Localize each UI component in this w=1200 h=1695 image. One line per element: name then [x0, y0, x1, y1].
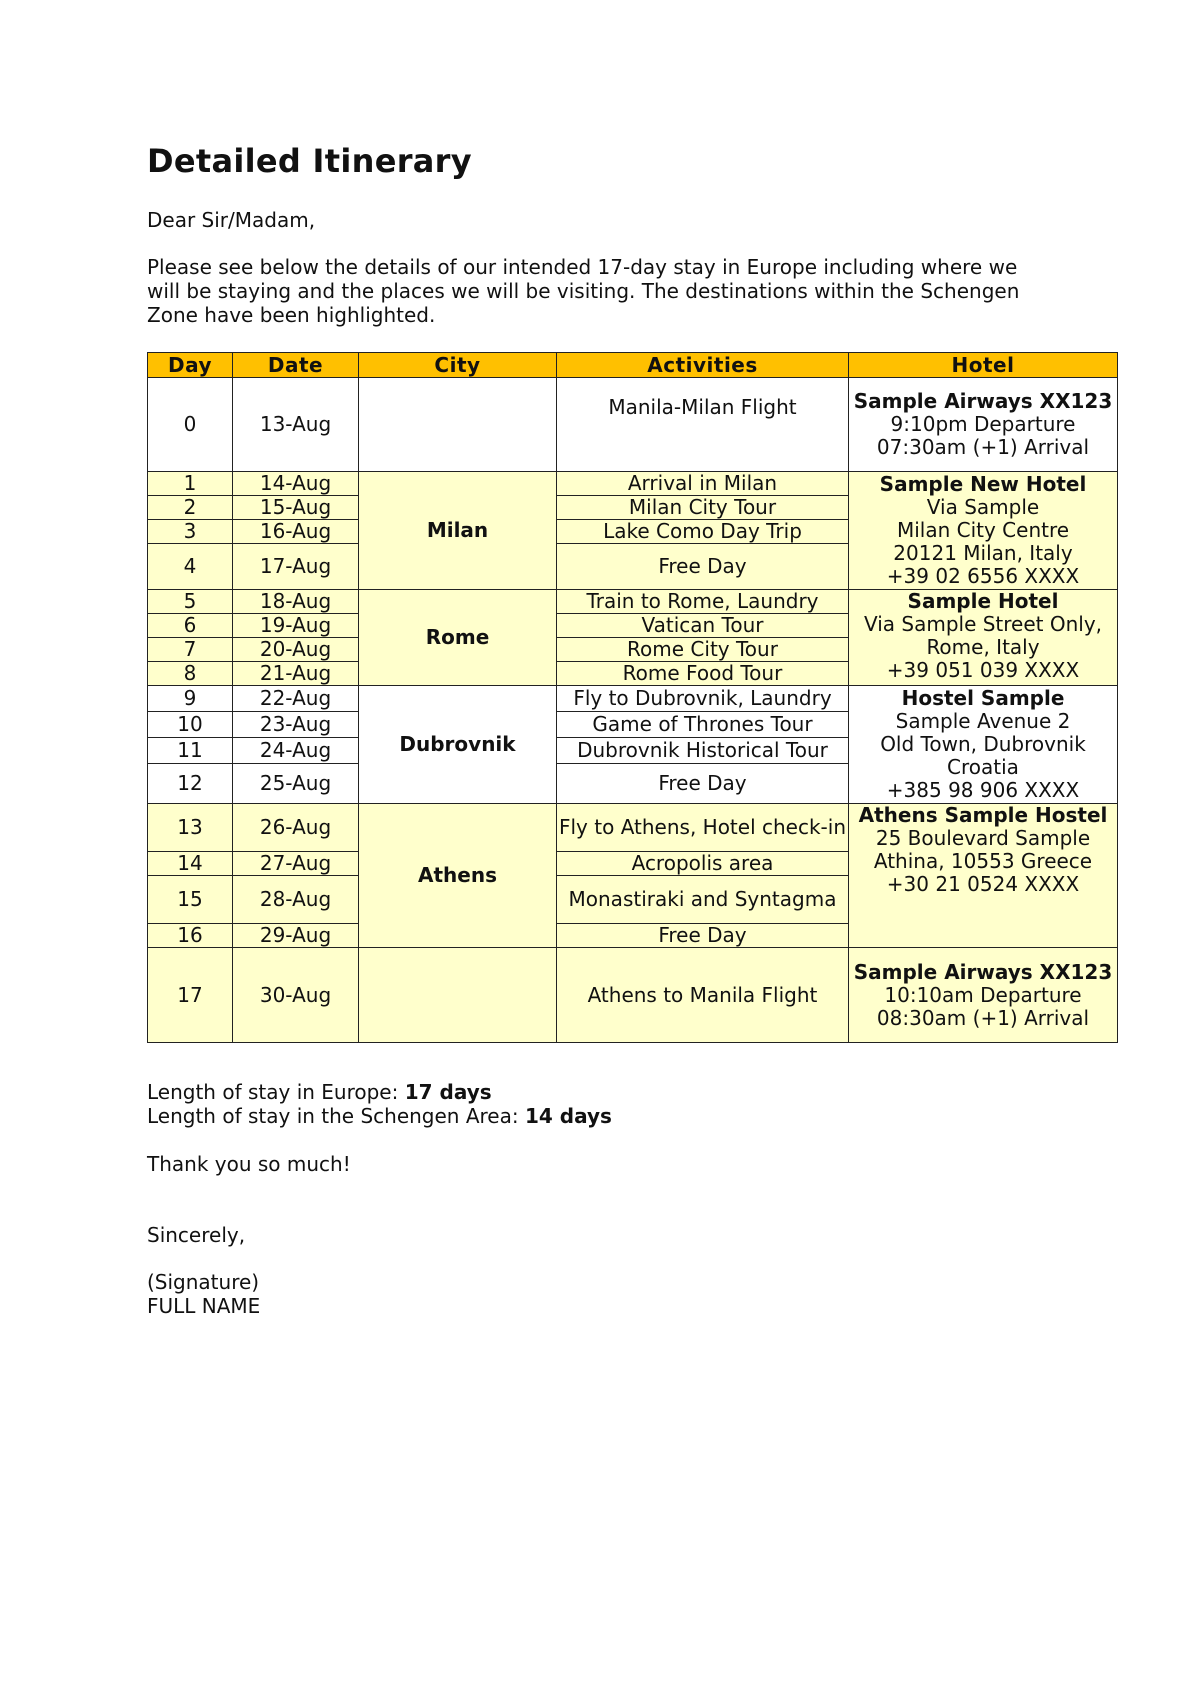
city-cell: Milan: [359, 472, 557, 590]
schengen-stay-value: 14 days: [524, 1104, 612, 1128]
intro-line: will be staying and the places we will be visiting. The destinations within the Schengen: [147, 279, 1020, 303]
hotel-name: Athens Sample Hostel: [858, 803, 1108, 827]
hotel-line: +30 21 0524 XXXX: [886, 872, 1080, 896]
date-cell: 16-Aug: [233, 520, 359, 544]
itinerary-table: [147, 352, 1118, 1043]
hotel-line: 20121 Milan, Italy: [893, 541, 1073, 565]
signature-placeholder: (Signature): [147, 1270, 260, 1294]
day-cell: 3: [148, 520, 233, 544]
day-cell: 9: [148, 686, 233, 712]
day-cell: 13: [148, 804, 233, 852]
date-cell: 27-Aug: [233, 852, 359, 876]
date-cell: 29-Aug: [233, 924, 359, 948]
header-date: Date: [233, 353, 359, 378]
header-day: Day: [148, 353, 233, 378]
date-cell: 22-Aug: [233, 686, 359, 712]
activity-cell: Free Day: [557, 924, 849, 948]
hotel-line: +385 98 906 XXXX: [886, 778, 1080, 802]
day-cell: 5: [148, 590, 233, 614]
city-cell-empty: [359, 948, 557, 1043]
table-row: [148, 378, 1118, 472]
sign-off: Sincerely,: [147, 1223, 246, 1247]
hotel-line: Old Town, Dubrovnik: [880, 732, 1086, 756]
hotel-line: Croatia: [947, 755, 1019, 779]
hotel-name: Sample Hotel: [907, 589, 1059, 613]
date-cell: 25-Aug: [233, 764, 359, 804]
schengen-stay-line: [147, 1104, 612, 1128]
date-cell: 20-Aug: [233, 638, 359, 662]
hotel-name: Sample Airways XX123: [853, 959, 1113, 984]
city-cell-empty: [359, 378, 557, 472]
activity-cell: Dubrovnik Historical Tour: [557, 738, 849, 764]
schengen-stay-label: Length of stay in the Schengen Area:: [147, 1104, 525, 1128]
intro-line: Please see below the details of our intended 17-day stay in Europe including where we: [147, 255, 1018, 279]
activity-cell: Arrival in Milan: [557, 472, 849, 496]
day-cell: 2: [148, 496, 233, 520]
thank-you-text: Thank you so much!: [147, 1152, 351, 1176]
table-row: [148, 686, 1118, 712]
date-cell: 21-Aug: [233, 662, 359, 686]
day-cell: 14: [148, 852, 233, 876]
date-cell: 19-Aug: [233, 614, 359, 638]
europe-stay-label: Length of stay in Europe:: [147, 1080, 405, 1104]
activity-cell: Monastiraki and Syntagma: [557, 876, 849, 924]
city-cell: Dubrovnik: [359, 686, 557, 804]
europe-stay-line: [147, 1080, 492, 1104]
activity-cell: Manila-Milan Flight: [557, 378, 849, 472]
europe-stay-value: 17 days: [404, 1080, 492, 1104]
hotel-line: +39 051 039 XXXX: [886, 658, 1080, 682]
hotel-name: Sample Airways XX123: [853, 389, 1113, 413]
table-row: [148, 948, 1118, 1043]
hotel-cell: [849, 590, 1118, 686]
hotel-line: 9:10pm Departure: [890, 412, 1076, 436]
header-city: City: [359, 353, 557, 378]
hotel-line: 10:10am Departure: [884, 982, 1082, 1007]
page-title: Detailed Itinerary: [147, 142, 472, 180]
hotel-line: Via Sample Street Only,: [863, 612, 1103, 636]
date-cell: 13-Aug: [233, 378, 359, 472]
hotel-name: Hostel Sample: [901, 686, 1065, 710]
day-cell: 17: [148, 948, 233, 1043]
date-cell: 23-Aug: [233, 712, 359, 738]
hotel-line: Sample Avenue 2: [895, 709, 1071, 733]
activity-cell: Free Day: [557, 544, 849, 590]
hotel-line: Rome, Italy: [926, 635, 1040, 659]
day-cell: 10: [148, 712, 233, 738]
activity-cell: Rome City Tour: [557, 638, 849, 662]
activity-cell: Acropolis area: [557, 852, 849, 876]
day-cell: 8: [148, 662, 233, 686]
date-cell: 17-Aug: [233, 544, 359, 590]
hotel-cell: [849, 686, 1118, 804]
table-row: [148, 472, 1118, 496]
activity-cell: Rome Food Tour: [557, 662, 849, 686]
date-cell: 26-Aug: [233, 804, 359, 852]
activity-cell: Fly to Athens, Hotel check-in: [557, 804, 849, 852]
day-cell: 15: [148, 876, 233, 924]
day-cell: 6: [148, 614, 233, 638]
day-cell: 4: [148, 544, 233, 590]
activity-cell: Fly to Dubrovnik, Laundry: [557, 686, 849, 712]
day-cell: 0: [148, 378, 233, 472]
table-row: [148, 804, 1118, 852]
activity-cell: Athens to Manila Flight: [557, 948, 849, 1043]
day-cell: 7: [148, 638, 233, 662]
hotel-cell: [849, 472, 1118, 590]
table-row: [148, 590, 1118, 614]
day-cell: 1: [148, 472, 233, 496]
hotel-line: Athina, 10553 Greece: [873, 849, 1093, 873]
table-header-row: [148, 353, 1118, 378]
hotel-name: Sample New Hotel: [879, 472, 1087, 496]
hotel-cell: [849, 804, 1118, 948]
date-cell: 28-Aug: [233, 876, 359, 924]
city-cell: Rome: [359, 590, 557, 686]
greeting: Dear Sir/Madam,: [147, 208, 316, 232]
date-cell: 15-Aug: [233, 496, 359, 520]
header-activities: Activities: [557, 353, 849, 378]
header-hotel: Hotel: [849, 353, 1118, 378]
date-cell: 24-Aug: [233, 738, 359, 764]
day-cell: 11: [148, 738, 233, 764]
hotel-line: +39 02 6556 XXXX: [886, 564, 1080, 588]
activity-cell: Game of Thrones Tour: [557, 712, 849, 738]
activity-cell: Vatican Tour: [557, 614, 849, 638]
date-cell: 18-Aug: [233, 590, 359, 614]
hotel-line: Milan City Centre: [896, 518, 1070, 542]
date-cell: 30-Aug: [233, 948, 359, 1043]
activity-cell: Milan City Tour: [557, 496, 849, 520]
hotel-line: 25 Boulevard Sample: [875, 826, 1091, 850]
activity-cell: Free Day: [557, 764, 849, 804]
day-cell: 12: [148, 764, 233, 804]
intro-paragraph: [147, 255, 1019, 327]
full-name: FULL NAME: [147, 1294, 261, 1318]
hotel-cell: [849, 948, 1118, 1043]
city-cell: Athens: [359, 804, 557, 948]
hotel-line: 07:30am (+1) Arrival: [876, 435, 1090, 459]
day-cell: 16: [148, 924, 233, 948]
date-cell: 14-Aug: [233, 472, 359, 496]
hotel-cell: [849, 378, 1118, 472]
hotel-line: Via Sample: [926, 495, 1040, 519]
intro-line: Zone have been highlighted.: [147, 303, 436, 327]
activity-cell: Lake Como Day Trip: [557, 520, 849, 544]
activity-cell: Train to Rome, Laundry: [557, 590, 849, 614]
hotel-line: 08:30am (+1) Arrival: [876, 1005, 1090, 1030]
